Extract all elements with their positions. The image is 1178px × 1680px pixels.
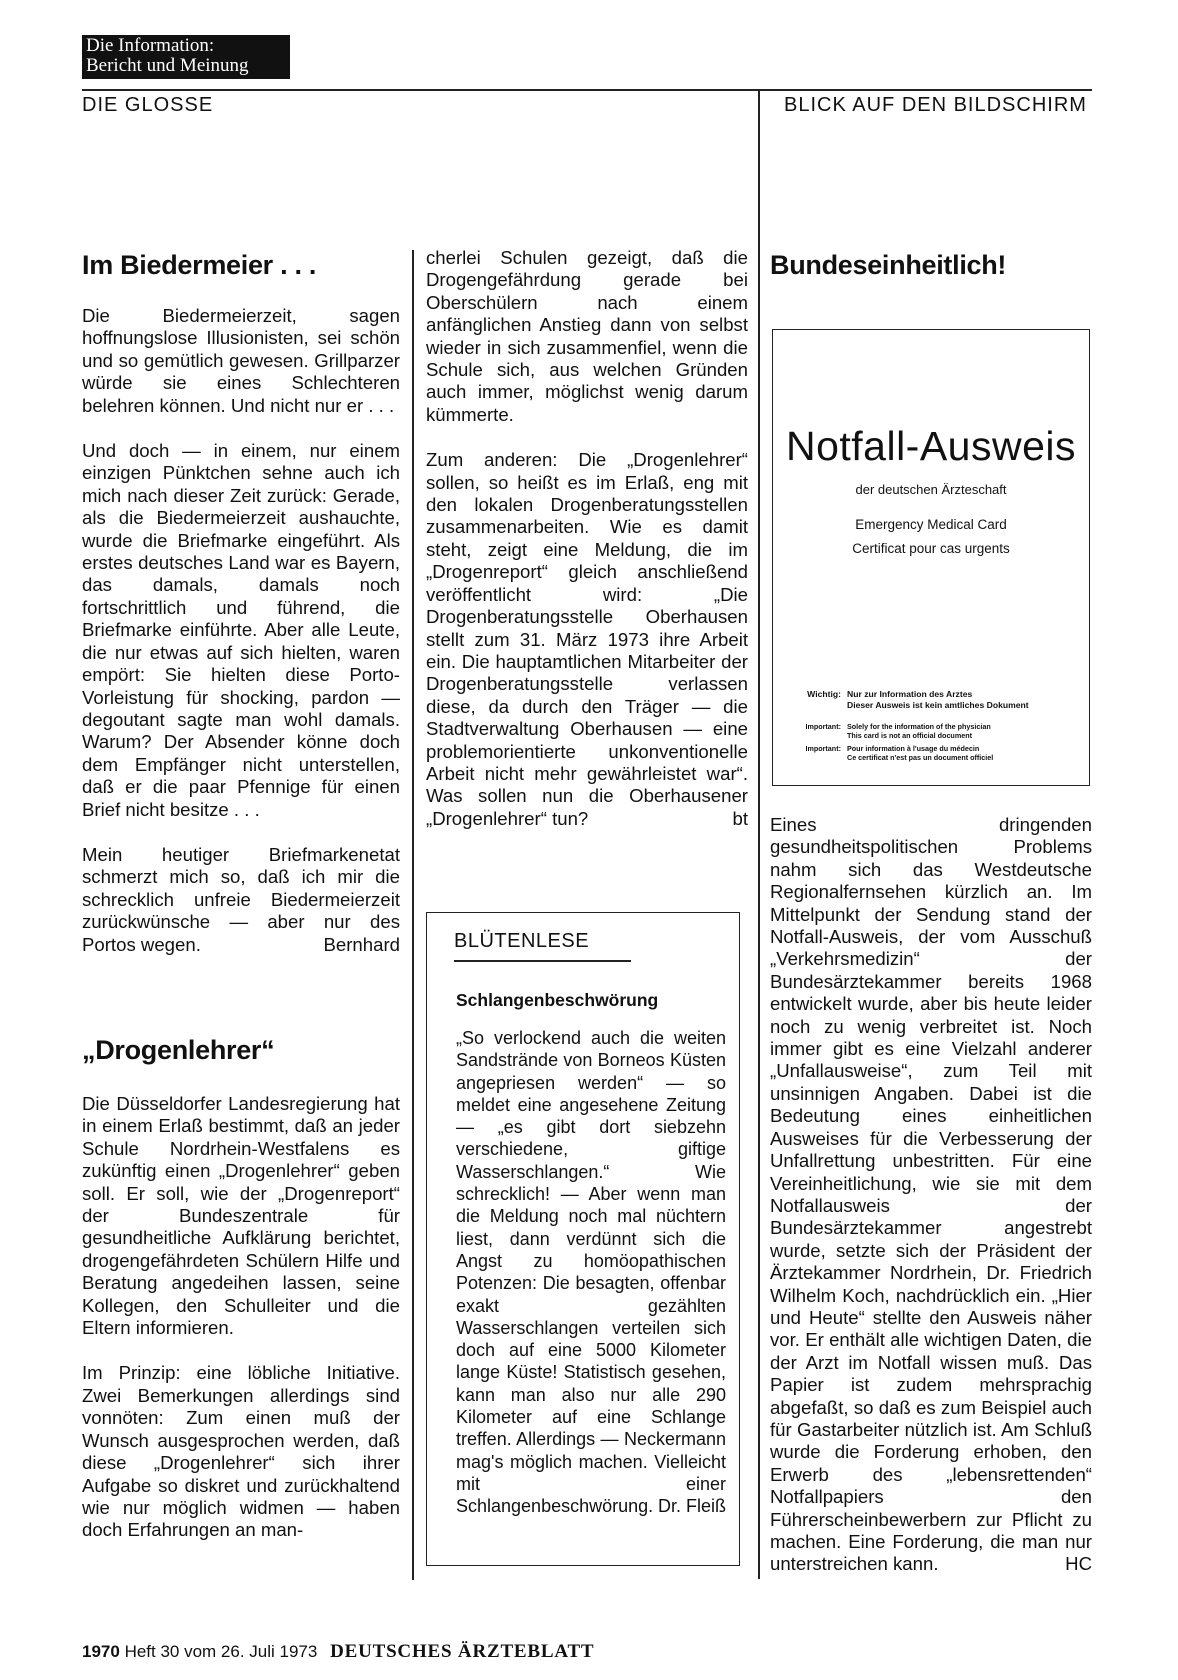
bluetenlese-rule xyxy=(454,960,631,962)
section-label-right: BLICK AUF DEN BILDSCHIRM xyxy=(784,94,1087,116)
department-tag-line-1: Die Information: xyxy=(86,35,215,56)
card-warning-french: Important: Pour information à l'usage du médecin Ce certificat n'est pas un document officiel xyxy=(805,744,994,762)
issue-info: Heft 30 vom 26. Juli 1973 xyxy=(124,1642,318,1661)
paragraph: cherlei Schulen gezeigt, daß die Drogengefährdung gerade bei Oberschülern nach einem anfänglichen Anstieg dann von selbst wieder in sich zusammenfiel, wenn die Schule sich, aus welchen Gründen auch immer, möglichst wenig darum kümmerte. xyxy=(426,247,748,425)
paragraph: Und doch — in einem, nur einem einzigen Pünktchen sehne auch ich mich nach dieser Zeit zurück: Gerade, als die Biedermeierzeit aushauchte, wurde die Briefmarke eingeführt. Als erstes deutsches Land war es Bayern, das damals, damals noch fortschrittlich und führend, die Briefmarke einführte. Aber alle Leute, die nur etwas auf sich hielten, waren empört: Sie hielten diese Porto-Vorleistung für shocking, pardon — degoutant sagte man wohl damals. Warum? Der Absender könne doch dem Empfänger nicht unterstellen, daß er die paar Pfennige für einen Brief nicht besitze . . . xyxy=(82,440,400,820)
paragraph: Die Düsseldorfer Landesregierung hat in einem Erlaß bestimmt, daß an jeder Schule Nordrhein-Westfalens es zukünftig einen „Drogenlehrer“ geben soll. Er soll, wie der „Drogenreport“ der Bundeszentrale für gesundheitliche Aufklärung berichtet, drogengefährdeten Schülern Hilfe und Beratung angedeihen lassen, seine Kollegen, den Schulleiter und die Eltern informieren. xyxy=(82,1093,400,1339)
card-warning-german: Wichtig: Nur zur Information des Arztes Dieser Ausweis ist kein amtliches Dokument xyxy=(807,689,1029,710)
article-body-drogenlehrer-continued xyxy=(426,247,748,830)
bluetenlese-body xyxy=(456,1027,726,1518)
paragraph: Zum anderen: Die „Drogenlehrer“ sollen, so heißt es im Erlaß, eng mit den lokalen Drogenberatungsstellen zusammenarbeiten. Wie es damit steht, zeigt eine Meldung, die im „Drogenreport“ gleich anschließend veröffentlicht wird: „Die Drogenberatungsstelle Oberhausen stellt zum 31. März 1973 ihre Arbeit ein. Die hauptamtlichen Mitarbeiter der Drogenberatungsstelle verlassen diese, da durch den Träger — die Stadtverwaltung Oberhausen — eine problemorientierte unkonventionelle Arbeit nicht mehr gewährleistet war“. Was sollen nun die Oberhausener „Drogenlehrer“ tun? bt xyxy=(426,449,748,829)
paragraph: Mein heutiger Briefmarkenetat schmerzt mich so, daß ich mir die schrecklich unfreie Biedermeierzeit zurückwünsche — aber nur des Portos wegen. Bernhard xyxy=(82,843,400,955)
article-body-bundeseinheitlich xyxy=(770,814,1092,1576)
article-title-biedermeier: Im Biedermeier . . . xyxy=(82,250,317,280)
card-warning-english: Important: Solely for the information of the physician This card is not an official document xyxy=(805,722,991,740)
emergency-card-image xyxy=(772,329,1090,786)
department-tag-line-2: Bericht und Meinung xyxy=(86,55,249,76)
card-line-english: Emergency Medical Card xyxy=(855,517,1007,532)
paragraph: Im Prinzip: eine löbliche Initiative. Zwei Bemerkungen allerdings sind vonnöten: Zum einen muß der Wunsch ausgesprochen werden, daß diese „Drogenlehrer“ sich ihrer Aufgabe so diskret und zurückhaltend wie nur möglich widmen — haben doch Erfahrungen an man- xyxy=(82,1362,400,1541)
signature: HC xyxy=(1065,1553,1092,1575)
paragraph: Eines dringenden gesundheitspolitischen Problems nahm sich das Westdeutsche Regionalfernsehen kürzlich an. Im Mittelpunkt der Sendung stand der Notfall-Ausweis, der vom Ausschuß „Verkehrsmedizin“ der Bundesärztekammer bereits 1968 entwickelt wurde, aber bis heute leider noch zu wenig verbreitet ist. Noch immer gibt es eine Vielzahl anderer „Unfallausweise“, zum Teil mit unsinnigen Angaben. Dabei ist die Bedeutung eines einheitlichen Ausweises für die Verbesserung der Unfallrettung unbestritten. Für eine Vereinheitlichung, wie sie mit dem Notfallausweis der Bundesärztekammer angestrebt wurde, setzte sich der Präsident der Ärztekammer Nordrhein, Dr. Friedrich Wilhelm Koch, nachdrücklich ein. „Hier und Heute“ stellte den Ausweis näher vor. Er enthält alle wichtigen Daten, die der Arzt im Notfall wissen muß. Das Papier ist zudem mehrsprachig abgefaßt, so daß es zum Beispiel auch für Gastarbeiter nützlich ist. Am Schluß wurde die Forderung erhoben, den Erwerb des „lebensrettenden“ Notfallpapiers den Führerscheinbewerbern zur Pflicht zu machen. Eine Forderung, die man nur unterstreichen kann. HC xyxy=(770,814,1092,1575)
article-title-bundeseinheitlich: Bundeseinheitlich! xyxy=(770,250,1007,280)
bluetenlese-heading: BLÜTENLESE xyxy=(454,930,590,952)
page-number: 1970 xyxy=(82,1642,120,1661)
signature: Bernhard xyxy=(323,933,400,955)
paragraph: Die Biedermeierzeit, sagen hoffnungslose Illusionisten, sei schön und so gemütlich gewesen. Grillparzer würde sie eines Schlechteren belehren können. Und nicht nur er . . . xyxy=(82,305,400,416)
article-title-drogenlehrer: „Drogenlehrer“ xyxy=(82,1035,275,1065)
signature: Dr. Fleiß xyxy=(657,1496,726,1517)
page-footer xyxy=(82,1641,594,1663)
section-label-left: DIE GLOSSE xyxy=(82,94,214,116)
article-body-biedermeier xyxy=(82,305,400,956)
article-body-drogenlehrer xyxy=(82,1093,400,1542)
column-rule-1 xyxy=(412,250,414,1580)
column-rule-2 xyxy=(758,89,760,1579)
department-tag xyxy=(82,35,290,79)
magazine-name: DEUTSCHES ÄRZTEBLATT xyxy=(330,1641,595,1662)
paragraph: „So verlockend auch die weiten Sandstrände von Borneos Küsten angepriesen werden“ — so meldet eine angesehene Zeitung — „es gibt dort siebzehn verschiedene, giftige Wasserschlangen.“ Wie schrecklich! — Aber wenn man die Meldung noch mal nüchtern liest, dann verdünnt sich die Angst zu homöopathischen Potenzen: Die besagten, offenbar exakt gezählten Wasserschlangen verteilen sich doch auf eine 5000 Kilometer lange Küste! Statistisch gesehen, kann man also nur alle 290 Kilometer auf eine Schlange treffen. Allerdings — Neckermann mag's möglich machen. Vielleicht mit einer Schlangenbeschwörung. Dr. Fleiß xyxy=(456,1028,726,1517)
header-rule xyxy=(82,89,1092,91)
bluetenlese-title: Schlangenbeschwörung xyxy=(456,990,659,1010)
signature: bt xyxy=(732,807,748,829)
card-line-french: Certificat pour cas urgents xyxy=(852,541,1010,556)
card-subtitle: der deutschen Ärzteschaft xyxy=(855,482,1007,497)
card-title: Notfall-Ausweis xyxy=(785,423,1077,469)
